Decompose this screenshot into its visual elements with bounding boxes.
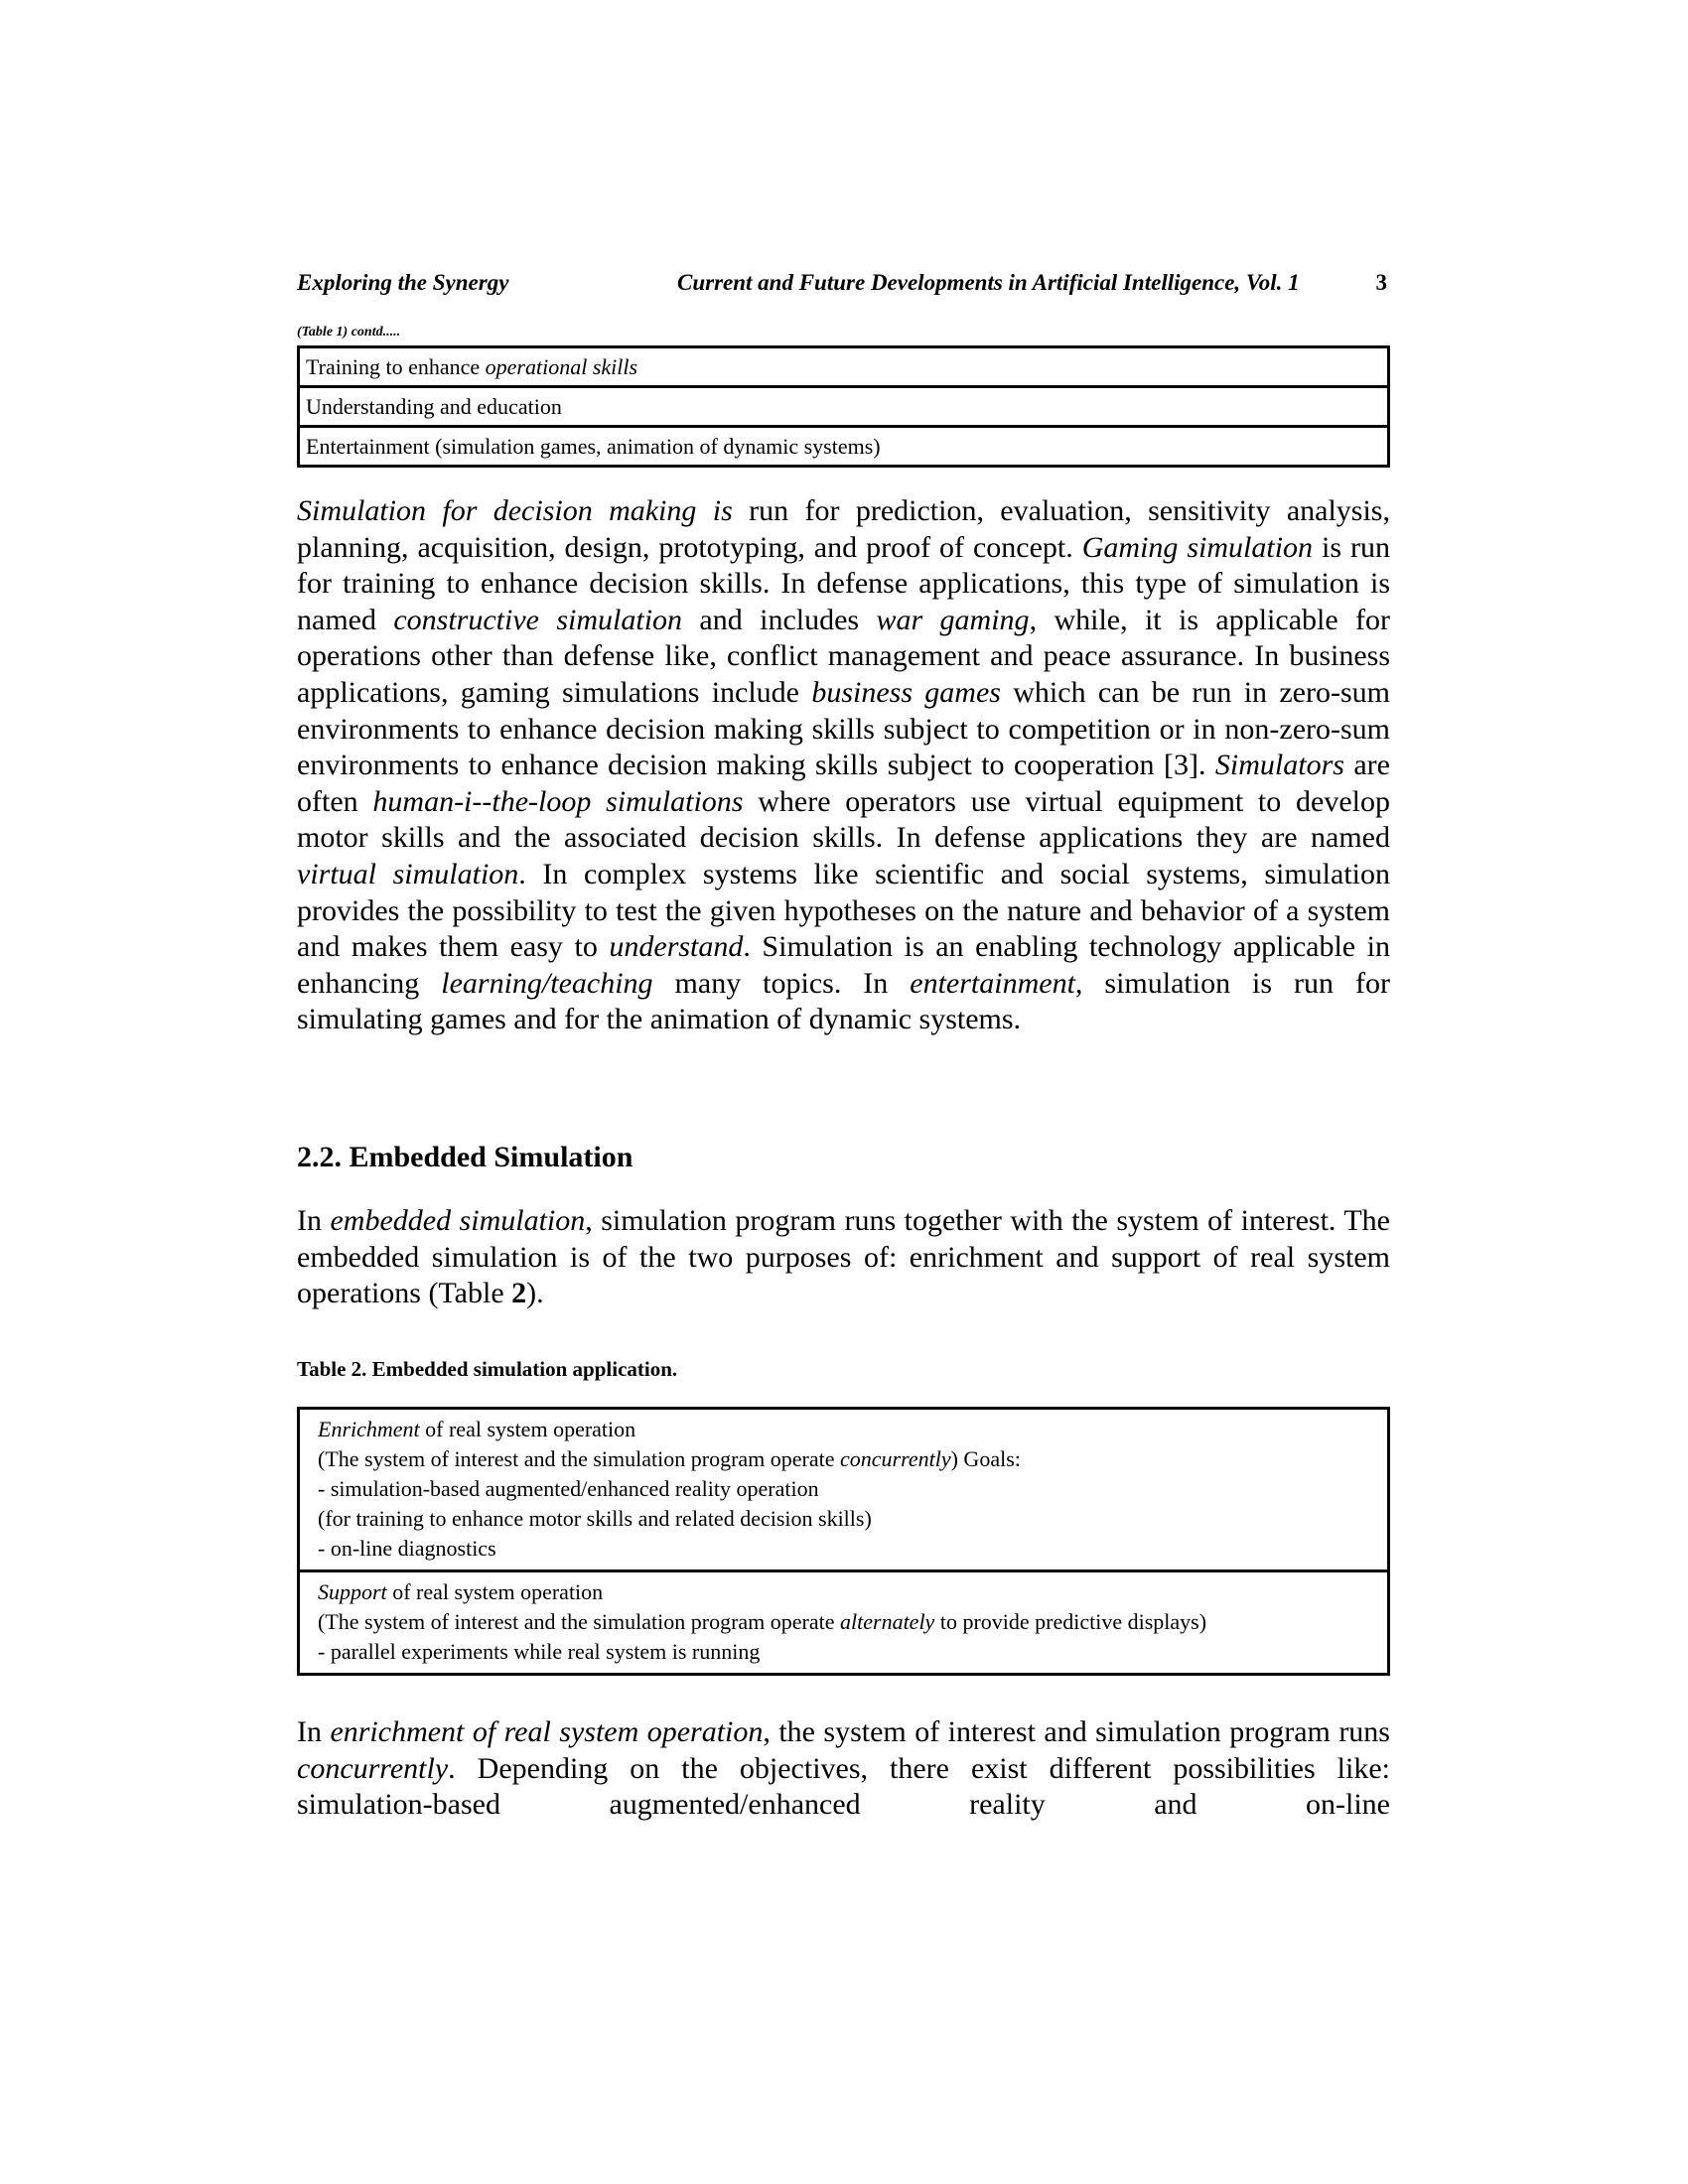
italic-text: concurrently [297, 1751, 449, 1785]
italic-text: learning/teaching [441, 966, 653, 1000]
cell-line [318, 1504, 1369, 1534]
italic-text: Simulators [1214, 749, 1344, 782]
text: ). [526, 1277, 544, 1310]
italic-text: entertainment [910, 966, 1075, 1000]
table-cell [299, 1409, 1389, 1571]
table-row [299, 427, 1389, 467]
page-number: 3 [1375, 270, 1387, 295]
table-continuation-label: (Table 1) contd..... [297, 325, 401, 340]
text: , simulation program runs together with the system of interest. The embedded simulation is of the two purposes of: enrichment and support of real system operations (Table [297, 1204, 1390, 1310]
text: , the system of interest and simulation program runs [763, 1715, 1390, 1748]
italic-text: war gaming [876, 603, 1030, 636]
italic-text: Simulation for decision making is [297, 494, 733, 527]
italic-text: enrichment of real system operation [330, 1715, 764, 1748]
italic-text: concurrently [840, 1446, 951, 1471]
cell-text: Training to enhance [306, 353, 486, 379]
text: (The system of interest and the simulation program operate [318, 1609, 841, 1634]
running-header-book-title: Exploring the Synergy [297, 270, 509, 295]
text: - on-line diagnostics [318, 1536, 496, 1561]
italic-text: understand [609, 930, 744, 964]
paragraph-enrichment [297, 1714, 1390, 1824]
text: In [297, 1715, 331, 1748]
text: In [297, 1204, 331, 1237]
running-header [297, 270, 1390, 304]
running-header-series-title: Current and Future Developments in Artificial Intelligence, Vol. 1 [677, 270, 1300, 295]
table-caption: Table 2. Embedded simulation application. [297, 1357, 678, 1381]
text: are often [297, 749, 1390, 818]
cell-text: Entertainment (simulation games, animation of dynamic systems) [306, 433, 881, 459]
text: . In complex systems like scientific and social systems, simulation provides the possibility to test the given hypotheses on the nature and behavior of a system and makes them easy to [297, 857, 1390, 964]
table-row [299, 387, 1389, 427]
bold-text: 2 [511, 1277, 527, 1310]
table-2-embedded-simulation [297, 1407, 1390, 1676]
paragraph-simulation-types [297, 493, 1390, 1038]
italic-text: virtual simulation [297, 857, 519, 890]
table-cell [299, 1571, 1389, 1675]
italic-text: Support [318, 1579, 387, 1604]
text: of real system operation [386, 1579, 604, 1604]
text: many topics. In [652, 966, 911, 1000]
text: , simulation is run for simulating games and for the animation of dynamic systems. [297, 966, 1390, 1036]
text: to provide predictive displays) [934, 1609, 1207, 1634]
table-row [299, 347, 1389, 387]
table-cell [299, 387, 1389, 427]
italic-text: business games [811, 675, 1001, 709]
table-row-enrichment [299, 1409, 1389, 1571]
section-heading: 2.2. Embedded Simulation [297, 1141, 633, 1173]
cell-text: Understanding and education [306, 393, 562, 419]
table-cell [299, 347, 1389, 387]
italic-text: Gaming simulation [1081, 530, 1314, 564]
cell-text-italic: operational skills [485, 353, 638, 379]
cell-line [318, 1474, 1369, 1504]
paragraph-embedded-simulation [297, 1203, 1390, 1312]
cell-line [318, 1534, 1369, 1564]
text: which can be run in zero-sum environments to enhance decision making skills subject to competition or in non-zero-sum environments to enhance decision making skills subject to cooperation [3]. [297, 675, 1390, 782]
italic-text: embedded simulation [330, 1204, 586, 1237]
cell-line [318, 1637, 1369, 1667]
text: , while, it is applicable for operations other than defense like, conflict management and peace assurance. In business applications, gaming simulations include [297, 603, 1391, 709]
table-row-support [299, 1571, 1389, 1675]
italic-text: constructive simulation [393, 603, 683, 636]
italic-text: Enrichment [318, 1417, 420, 1441]
text: where operators use virtual equipment to develop motor skills and the associated decision skills. In defense applications they are named [297, 784, 1390, 855]
text: (The system of interest and the simulation program operate [318, 1446, 841, 1471]
text: is run for training to enhance decision skills. In defense applications, this type of simulation is named [297, 530, 1390, 636]
text: ) Goals: [950, 1446, 1021, 1471]
cell-line [318, 1607, 1369, 1637]
text: . Depending on the objectives, there exist different possibilities like: simulation-based augmented/enhanced reality and on-line [297, 1751, 1390, 1822]
text: of real system operation [419, 1417, 636, 1441]
table-cell [299, 427, 1389, 467]
italic-text: alternately [840, 1609, 935, 1634]
text: and includes [682, 603, 877, 636]
italic-text: human-i--the-loop simulations [372, 784, 744, 818]
text: . Simulation is an enabling technology applicable in enhancing [297, 930, 1390, 1000]
text: - simulation-based augmented/enhanced reality operation [318, 1476, 819, 1501]
table-1-continued [297, 345, 1390, 468]
text: (for training to enhance motor skills and related decision skills) [318, 1506, 872, 1531]
text: run for prediction, evaluation, sensitivity analysis, planning, acquisition, design, prototyping, and proof of concept. [297, 494, 1390, 564]
text: - parallel experiments while real system is running [318, 1639, 761, 1664]
cell-line [318, 1577, 1369, 1607]
cell-line [318, 1444, 1369, 1474]
cell-line [318, 1415, 1369, 1444]
